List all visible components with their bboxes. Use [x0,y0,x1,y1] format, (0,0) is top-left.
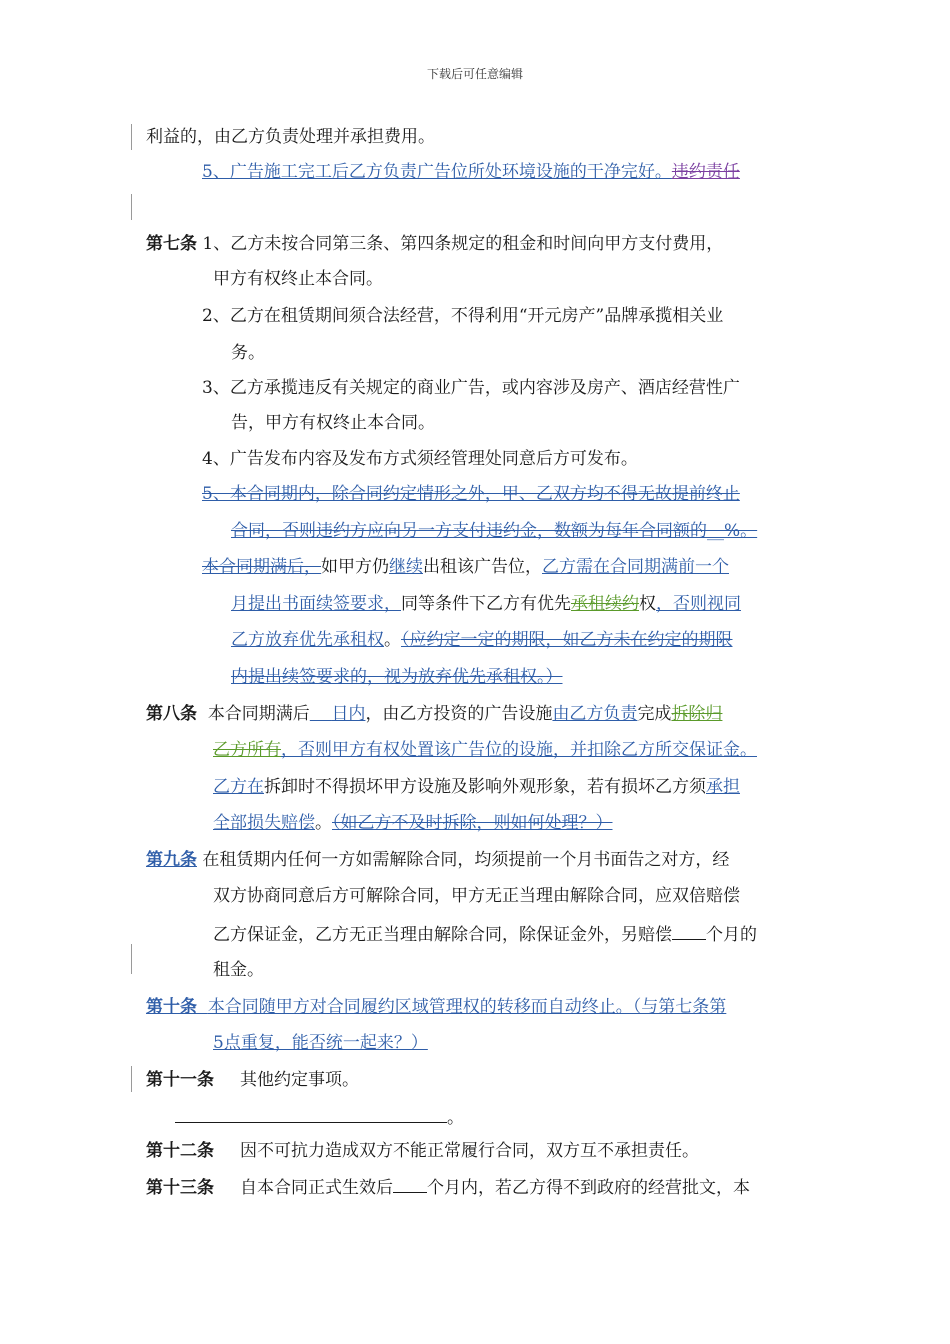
article-heading: 第九条 [146,850,197,870]
text-line-deleted [202,482,740,506]
paragraph-text: 1、乙方未按合同第三条、第四条规定的租金和时间向甲方支付费用， [202,234,724,254]
paragraph-text: 因不可抗力造成双方不能正常履行合同，双方互不承担责任。 [240,1141,699,1161]
fill-blank [672,921,706,940]
inserted-text: 月提出书面续签要求， [231,594,401,614]
text-line-deleted [231,519,757,543]
paragraph-text: 权 [639,594,656,614]
paragraph-text: 如甲方仍 [321,557,389,577]
deleted-text: 违约责任 [671,162,740,182]
paragraph-text: 利益的，由乙方负责处理并承担费用。 [146,127,435,147]
paragraph-text: ，由乙方投资的广告设施 [365,704,553,724]
article-heading: 第十三条 [146,1178,214,1198]
text-line [213,958,264,982]
paragraph-text: 个月的 [706,925,757,945]
text-line-inserted [213,1031,428,1055]
text-line [231,341,265,365]
revision-bar [131,944,132,974]
page-header: 下载后可任意编辑 [426,67,523,81]
article-10-line-1 [146,995,726,1019]
article-9-line-1 [146,848,729,872]
text-line [202,555,729,579]
deleted-text: 内提出续签要求的，视为放弃优先承租权。） [231,667,563,687]
inserted-text: 5、广告施工完工后乙方负责广告位所处环境设施的干净完好。 [202,162,672,182]
fill-blank [393,1174,427,1193]
text-line [202,447,638,471]
paragraph-text: 。 [384,630,401,650]
text-line [213,775,740,799]
text-line [146,125,435,149]
paragraph-text: 3、乙方承揽违反有关规定的商业广告，或内容涉及房产、酒店经营性广 [202,378,740,398]
revision-bar [131,1066,132,1092]
paragraph-text: 4、广告发布内容及发布方式须经管理处同意后方可发布。 [202,449,638,469]
inserted-text: 由乙方负责 [552,704,638,724]
inserted-text: 乙方放弃优先承租权 [231,630,384,650]
paragraph-text: 其他约定事项。 [240,1070,359,1090]
text-line [231,411,435,435]
text-line [202,376,740,400]
inserted-text: ，否则甲方有权处置该广告位的设施，并扣除乙方所交保证金。 [281,740,757,760]
article-heading: 第十一条 [146,1070,214,1090]
paragraph-text: 出租该广告位， [423,557,542,577]
text-line-inserted [202,160,740,184]
article-heading: 第七条 [146,234,197,254]
fill-blank [175,1104,447,1123]
deleted-text: 乙方所有 [213,740,281,760]
paragraph-text: 完成 [637,704,672,724]
article-7-line-1 [146,232,723,256]
text-line [213,884,740,908]
paragraph-text: 自本合同正式生效后 [240,1178,393,1198]
paragraph-text: 同等条件下乙方有优先 [401,594,571,614]
article-heading: 第十二条 [146,1141,214,1161]
deleted-text: 承租续约 [571,594,639,614]
paragraph-text: 本合同期满后 [207,704,310,724]
paragraph-text: 租金。 [213,960,264,980]
inserted-text: 承担 [706,777,740,797]
paragraph-text: 个月内，若乙方得不到政府的经营批文，本 [427,1178,750,1198]
article-11-line-1 [146,1068,359,1092]
text-line [213,738,757,762]
article-8-line-1 [146,702,722,726]
deleted-text: 合同，否则违约方应向另一方支付违约金，数额为每年合同额的__%。 [231,521,758,541]
paragraph-text: 。 [447,1108,464,1128]
inserted-text: 日内 [331,704,366,724]
paragraph-text: 务。 [231,343,265,363]
deleted-text: 5、本合同期内，除合同约定情形之外，甲、乙双方均不得无故提前终止 [202,484,740,504]
article-13-line-1 [146,1174,750,1200]
text-line-deleted [231,665,563,689]
deleted-text: 本合同期满后， [202,557,321,577]
revision-bar [131,124,132,150]
inserted-text [310,704,366,724]
paragraph-text: 告，甲方有权终止本合同。 [231,413,435,433]
inserted-text: ，否则视同 [656,594,741,614]
inserted-text: 本合同随甲方对合同履约区域管理权的转移而自动终止。（与第七条第 [207,997,727,1017]
article-12-line-1 [146,1139,699,1163]
inserted-text: 继续 [389,557,423,577]
deleted-text: （应约定一定的期限，如乙方未在约定的期限 [401,630,733,650]
revision-bar [131,194,132,220]
paragraph-text: 甲方有权终止本合同。 [213,269,383,289]
inserted-text: 乙方需在合同期满前一个 [542,557,729,577]
deleted-text: （如乙方不及时拆除，则如何处理？） [332,813,613,833]
deleted-text: 拆除归 [671,704,723,724]
article-heading: 第十条 [146,997,197,1017]
text-line [202,304,723,328]
text-line [213,811,613,835]
inserted-text: 乙方在 [213,777,264,797]
text-line [231,592,741,616]
paragraph-text: 2、乙方在租赁期间须合法经营，不得利用“开元房产”品牌承揽相关业 [202,306,724,326]
inserted-text: 5点重复，能否统一起来？） [213,1033,428,1053]
text-line [213,267,383,291]
inserted-text: 全部损失赔偿 [213,813,315,833]
paragraph-text: 。 [315,813,332,833]
text-line [175,1104,464,1130]
paragraph-text: 在租赁期内任何一方如需解除合同，均须提前一个月书面告之对方，经 [202,850,730,870]
text-line [213,921,757,947]
paragraph-text: 乙方保证金，乙方无正当理由解除合同，除保证金外，另赔偿 [213,925,672,945]
text-line [231,628,733,652]
paragraph-text: 拆卸时不得损坏甲方设施及影响外观形象，若有损坏乙方须 [264,777,706,797]
paragraph-text: 双方协商同意后方可解除合同，甲方无正当理由解除合同，应双倍赔偿 [213,886,740,906]
article-heading: 第八条 [146,704,197,724]
